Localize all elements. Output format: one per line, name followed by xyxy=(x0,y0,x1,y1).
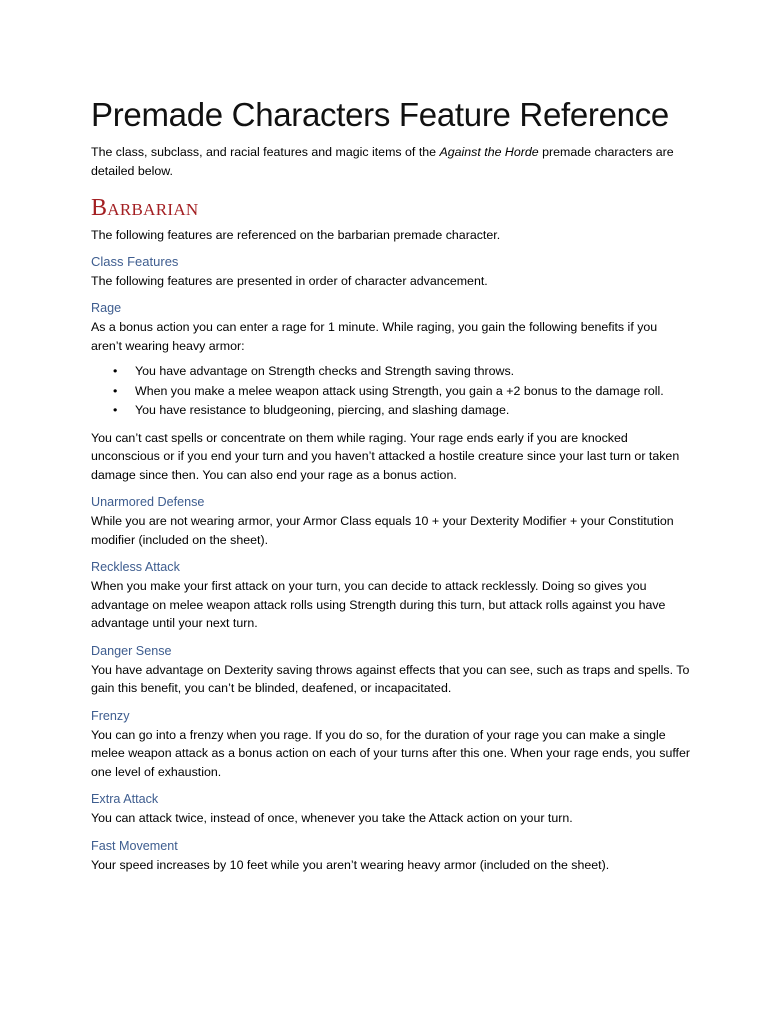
feature-text: As a bonus action you can enter a rage for 1 minute. While raging, you gain the following benefits if you aren’t wearing heavy armor: xyxy=(91,320,658,353)
intro-text-after: premade characters are detailed below. xyxy=(91,145,674,178)
feature-fast-movement xyxy=(91,838,691,875)
feature-extra-attack xyxy=(91,791,691,828)
subheading-class-features: Class Features xyxy=(91,253,179,269)
feature-text: You have advantage on Dexterity saving throws against effects that you can see, such as traps and spells. To gain this benefit, you can’t be blinded, deafened, or incapacitated. xyxy=(91,662,690,695)
feature-heading: Frenzy xyxy=(91,708,130,723)
feature-unarmored-defense xyxy=(91,494,691,549)
list-item xyxy=(113,382,691,402)
feature-heading: Unarmored Defense xyxy=(91,495,205,509)
feature-text: While you are not wearing armor, your Armor Class equals 10 + your Dexterity Modifier + your Constitution modifier (included on the sheet). xyxy=(91,514,674,547)
list-item-text: You have advantage on Strength checks and Strength saving throws. xyxy=(135,364,515,378)
intro-text-before: The class, subclass, and racial features and magic items of the xyxy=(91,145,440,159)
feature-text-continued: You can’t cast spells or concentrate on them while raging. Your rage ends early if you are knocked unconscious or if you end your turn and you haven’t attacked a hostile creature since your last turn or taken damage since then. You can also end your rage as a bonus action. xyxy=(91,430,680,482)
feature-bullet-list xyxy=(91,362,691,421)
feature-heading: Danger Sense xyxy=(91,643,172,658)
section-intro: The following features are referenced on the barbarian premade character. xyxy=(91,228,501,242)
feature-heading: Rage xyxy=(91,301,122,315)
section-heading-barbarian: Barbarian xyxy=(91,195,199,221)
feature-text: Your speed increases by 10 feet while you aren’t wearing heavy armor (included on the sheet). xyxy=(91,857,610,872)
feature-rage xyxy=(91,300,691,484)
feature-text: You can go into a frenzy when you rage. If you do so, for the duration of your rage you can make a single melee weapon attack as a bonus action on each of your turns after this one. When your rage ends, you suffer one level of exhaustion. xyxy=(91,727,691,779)
feature-frenzy xyxy=(91,708,691,782)
bullet-icon: • xyxy=(113,403,118,417)
intro-paragraph xyxy=(91,143,691,180)
bullet-icon: • xyxy=(113,364,118,378)
feature-text: When you make your first attack on your turn, you can decide to attack recklessly. Doing so gives you advantage on melee weapon attack rolls using Strength during this turn, but attack rolls against you have advantage until your next turn. xyxy=(91,579,666,630)
document-body xyxy=(91,94,691,874)
list-item-text: When you make a melee weapon attack using Strength, you gain a +2 bonus to the damage roll. xyxy=(135,383,664,398)
feature-text: You can attack twice, instead of once, whenever you take the Attack action on your turn. xyxy=(91,811,573,825)
feature-reckless-attack xyxy=(91,559,691,633)
intro-italic-title: Against the Horde xyxy=(439,145,539,159)
feature-heading: Fast Movement xyxy=(91,838,178,853)
feature-danger-sense xyxy=(91,643,691,698)
subheading-intro: The following features are presented in order of character advancement. xyxy=(91,273,488,288)
feature-heading: Reckless Attack xyxy=(91,560,180,574)
list-item xyxy=(113,401,691,421)
page-title: Premade Characters Feature Reference xyxy=(91,96,669,133)
feature-heading: Extra Attack xyxy=(91,792,159,806)
list-item-text: You have resistance to bludgeoning, piercing, and slashing damage. xyxy=(135,403,510,417)
list-item xyxy=(113,362,691,382)
bullet-icon: • xyxy=(113,383,118,398)
